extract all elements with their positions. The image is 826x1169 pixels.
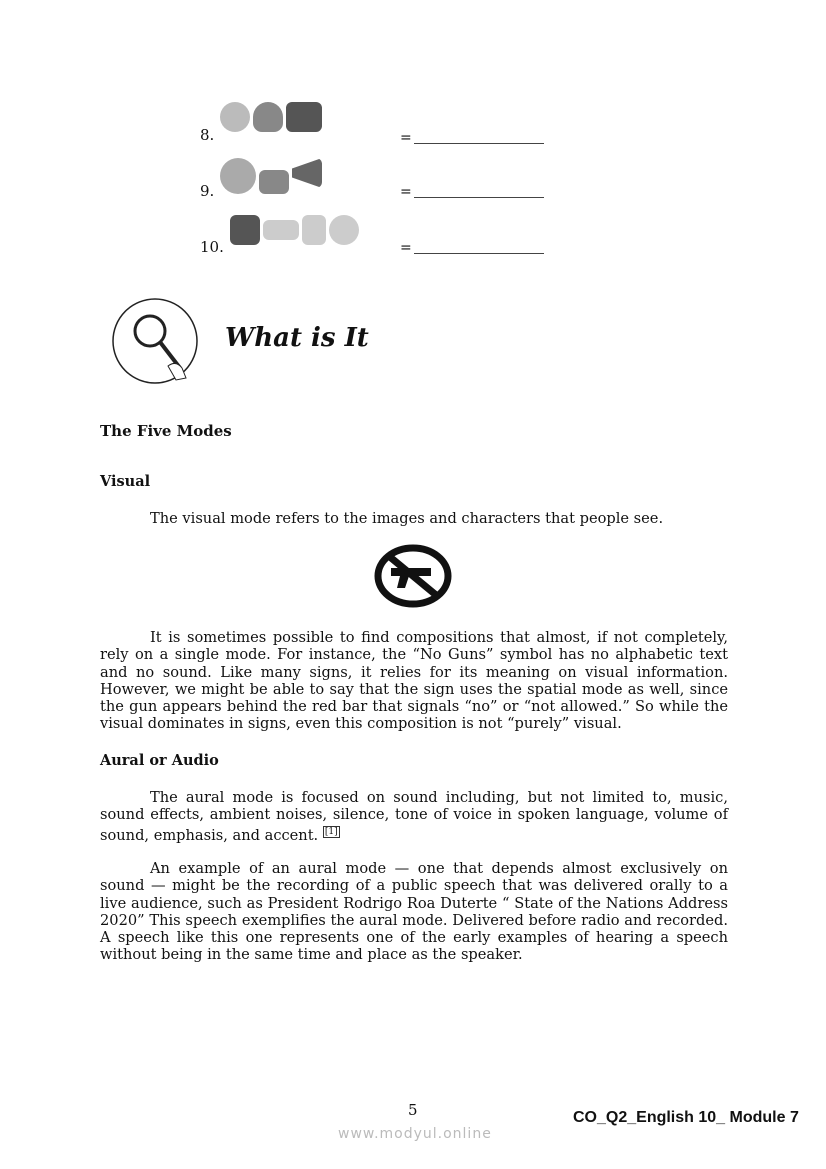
answer-blank[interactable]	[414, 253, 544, 254]
puzzle-8-icons	[220, 102, 322, 132]
no-guns-symbol-icon	[373, 544, 453, 608]
subheading-aural: Aural or Audio	[100, 752, 219, 769]
telephone-icon	[230, 215, 260, 245]
peace-hand-icon	[302, 215, 326, 245]
answer-blank[interactable]	[414, 197, 544, 198]
pointing-hand-icon	[263, 220, 299, 240]
page-number: 5	[408, 1101, 418, 1119]
paragraph: It is sometimes possible to find compositions that almost, if not completely, rely on a single mode. For instance, the “No Guns” symbol has no alphabetic text and no sound. Like many signs, it relies for its meaning on visual information. However, we might be able to say that the sign uses the spatial mode as well, since the gun appears behind the red bar that signals “no” or “not allowed.” So while the visual dominates in signs, even this composition is not “purely” visual.	[100, 629, 728, 733]
sun-icon	[329, 215, 359, 245]
equals-sign: =	[400, 240, 412, 256]
laughing-face-icon	[220, 158, 256, 194]
puzzle-number: 9.	[200, 182, 215, 200]
equals-sign: =	[400, 130, 412, 146]
puzzle-10-icons	[230, 215, 359, 245]
person-covering-mouth-icon	[220, 102, 250, 132]
briefcase-icon	[286, 102, 322, 132]
equals-sign: =	[400, 184, 412, 200]
box-arrow-out-icon	[259, 170, 289, 194]
paragraph: An example of an aural mode — one that depends almost exclusively on sound — might be the recording of a public speech that was delivered orally to a live audience, such as President Rodrigo Roa Duterte “ State of the Nations Address 2020” This speech exemplifies the aural mode. Delivered before radio and recorded. A speech like this one represents one of the early examples of hearing a speech without being in the same time and place as the speaker.	[100, 860, 728, 964]
paragraph: The visual mode refers to the images and characters that people see.	[150, 510, 664, 527]
monkey-icon	[253, 102, 283, 132]
puzzle-number: 10.	[200, 238, 224, 256]
section-title: What is It	[225, 323, 369, 353]
watermark: www.modyul.online	[338, 1126, 492, 1142]
subheading-visual: Visual	[100, 473, 151, 490]
megaphone-icon	[292, 158, 322, 188]
paragraph-text: The aural mode is focused on sound including, but not limited to, music, sound effects, ambient noises, silence, tone of voice in spoken language, volume of sound, emphasis, and accent.	[100, 789, 728, 844]
puzzle-9-icons	[220, 158, 322, 194]
module-code: CO_Q2_English 10_ Module 7	[573, 1109, 799, 1126]
answer-blank[interactable]	[414, 143, 544, 144]
magnifying-glass-icon	[110, 296, 200, 386]
reference-link[interactable]: [1]	[324, 826, 338, 837]
puzzle-number: 8.	[200, 126, 215, 144]
paragraph	[100, 789, 728, 844]
section-heading: The Five Modes	[100, 422, 232, 440]
